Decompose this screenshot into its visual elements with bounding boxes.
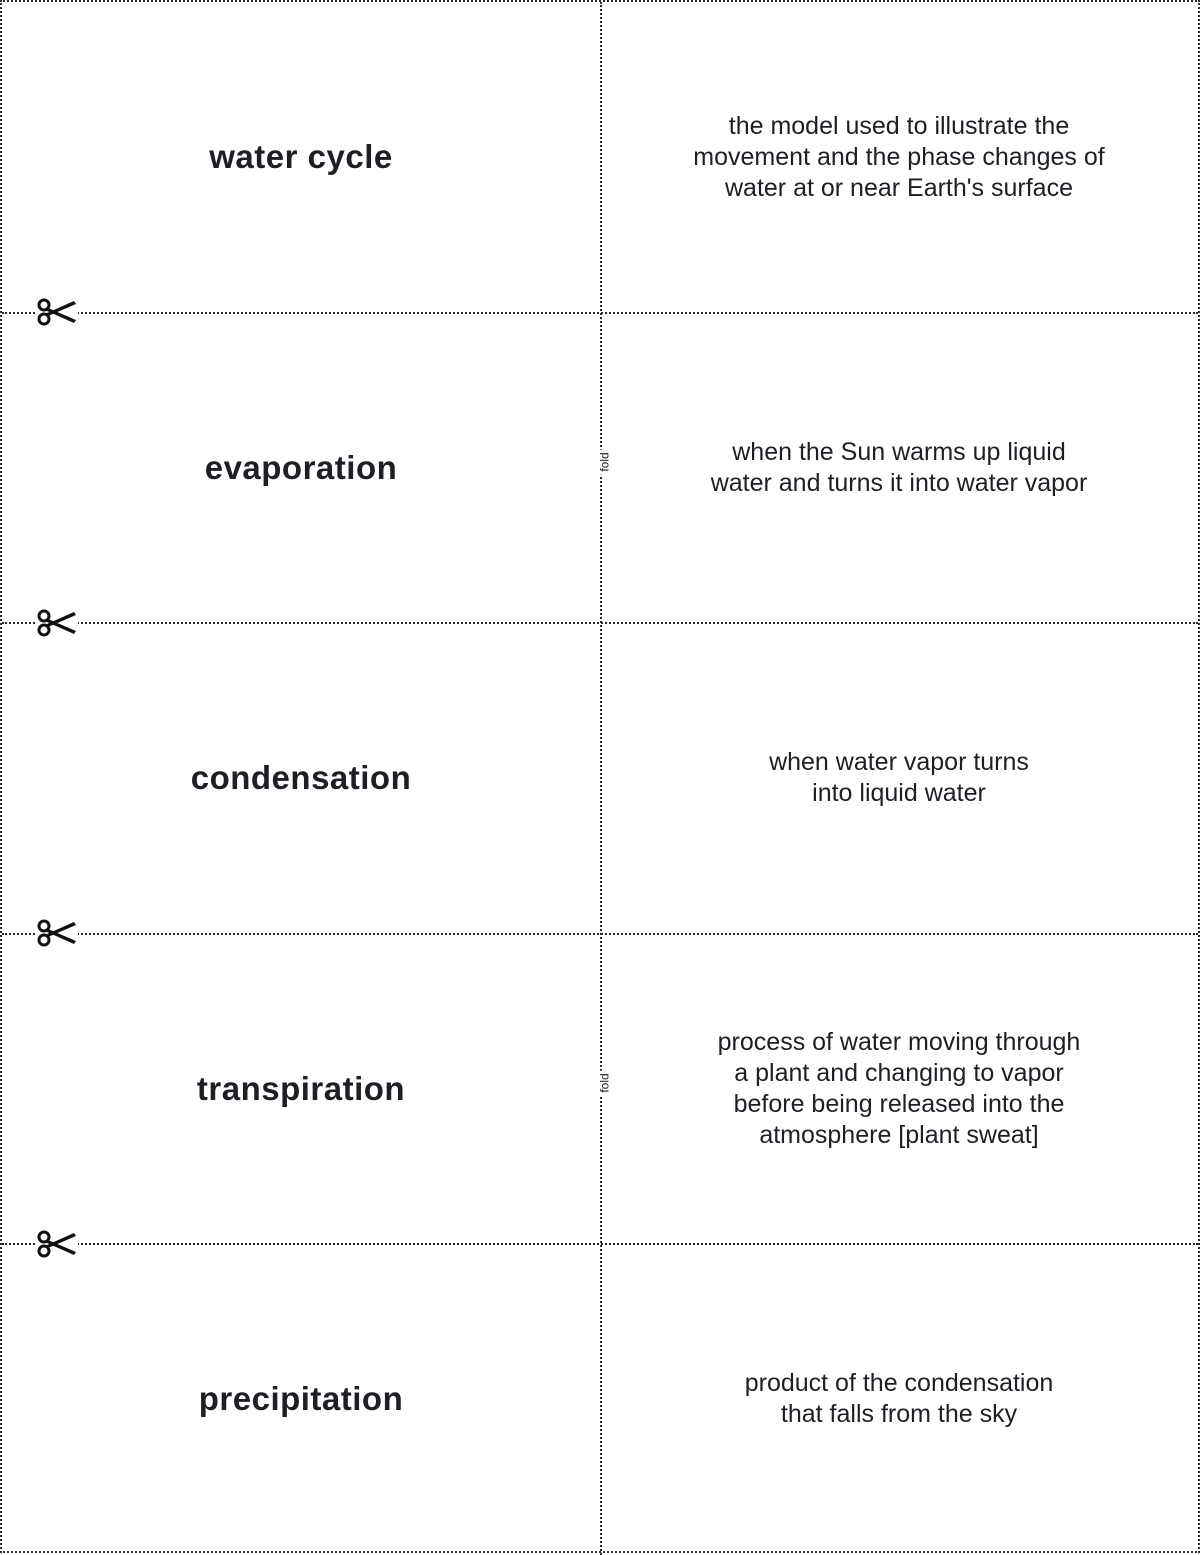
definition-line: when the Sun warms up liquid — [732, 438, 1066, 466]
scissors-icon — [36, 1228, 78, 1260]
definition-line: atmosphere [plant sweat] — [759, 1121, 1039, 1149]
definition-text — [659, 1368, 1139, 1430]
definition-text — [659, 437, 1139, 499]
fold-line — [600, 2, 602, 1555]
definition-text — [659, 1027, 1139, 1151]
definition-cell — [600, 313, 1198, 623]
definition-line: when water vapor turns — [769, 748, 1029, 776]
definition-line: process of water moving through — [717, 1028, 1081, 1056]
fold-label: fold — [598, 449, 612, 474]
fold-label: fold — [598, 1070, 612, 1095]
term-cell — [2, 623, 600, 933]
term-text: evaporation — [204, 449, 398, 486]
term-cell — [2, 1244, 600, 1554]
term-cell — [2, 313, 600, 623]
definition-line: into liquid water — [812, 779, 986, 807]
definition-line: water and turns it into water vapor — [710, 469, 1088, 497]
definition-cell — [600, 2, 1198, 312]
definition-line: before being released into the — [733, 1090, 1065, 1118]
definition-cell — [600, 934, 1198, 1244]
definition-line: that falls from the sky — [780, 1400, 1018, 1428]
scissors-icon — [36, 607, 78, 639]
definition-text — [659, 111, 1139, 204]
definition-line: movement and the phase changes of — [693, 142, 1105, 171]
scissors-icon — [36, 296, 78, 328]
definition-line: water at or near Earth's surface — [725, 173, 1073, 202]
definition-line: a plant and changing to vapor — [734, 1059, 1064, 1087]
scissors-icon — [36, 917, 78, 949]
term-text: precipitation — [198, 1380, 404, 1417]
definition-cell — [600, 1244, 1198, 1554]
definition-line: product of the condensation — [744, 1369, 1054, 1397]
term-cell — [2, 934, 600, 1244]
definition-line: the model used to illustrate the — [728, 111, 1070, 140]
term-text: transpiration — [196, 1070, 406, 1107]
term-text: water cycle — [209, 138, 393, 175]
definition-cell — [600, 623, 1198, 933]
term-cell — [2, 2, 600, 312]
term-text: condensation — [190, 759, 412, 796]
definition-text — [659, 747, 1139, 809]
